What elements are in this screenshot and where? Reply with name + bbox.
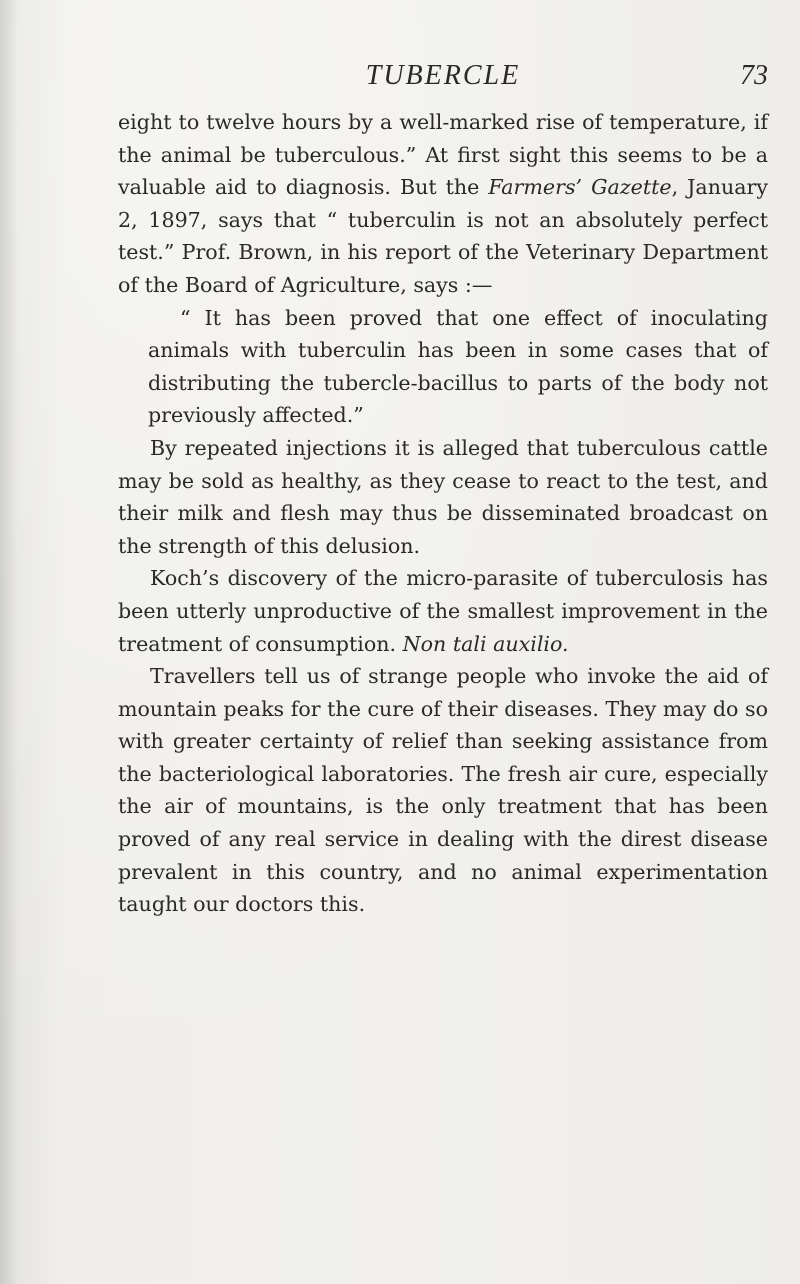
text-run: Koch’s discovery of the micro-parasite of tuberculosis has been utterly unproductive of the smallest improvement in the treatment of consumption.: [118, 566, 768, 656]
paragraph-4: [118, 562, 768, 660]
page-header: [118, 60, 768, 100]
spine-shadow: [0, 0, 18, 1284]
italic-text: Non tali auxilio.: [402, 631, 569, 656]
block-quote: [148, 302, 768, 432]
body-text: [118, 106, 768, 921]
paragraph-5: [118, 660, 768, 921]
page-number: 73: [740, 60, 768, 91]
running-head: TUBERCLE: [365, 60, 521, 91]
paragraph-1: [118, 106, 768, 302]
text-run: “ It has been proved that one effect of inoculating animals with tuberculin has been in some cases that of distributing the tubercle-bacillus to parts of the body not previously affected.”: [148, 305, 768, 428]
paragraph-3: [118, 432, 768, 562]
text-run: Travellers tell us of strange people who invoke the aid of mountain peaks for the cure of their diseases. They may do so with greater certainty of relief than seeking assistance from the bacteriological laboratories. The fresh air cure, especially the air of mountains, is the only treatment that has been proved of any real service in dealing with the direst disease prevalent in this country, and no animal experimentation taught our doctors this.: [118, 664, 768, 917]
text-run: , January 2, 1897, says that “ tuberculin is not an absolutely perfect test.” Prof. Brown, in his report of the Veterinary Department of the Board of Agriculture, says :—: [118, 175, 768, 297]
text-run: eight to twelve hours by a well-marked rise of temperature, if the animal be tuberculous.” At first sight this seems to be a valuable aid to diagnosis. But the: [118, 110, 768, 200]
text-run: By repeated injections it is alleged that tuberculous cattle may be sold as healthy, as they cease to react to the test, and their milk and flesh may thus be disseminated broadcast on the strength of this delusion.: [118, 435, 768, 558]
italic-text: Farmers’ Gazette: [488, 175, 672, 200]
paragraph-2-quote: [148, 302, 768, 432]
